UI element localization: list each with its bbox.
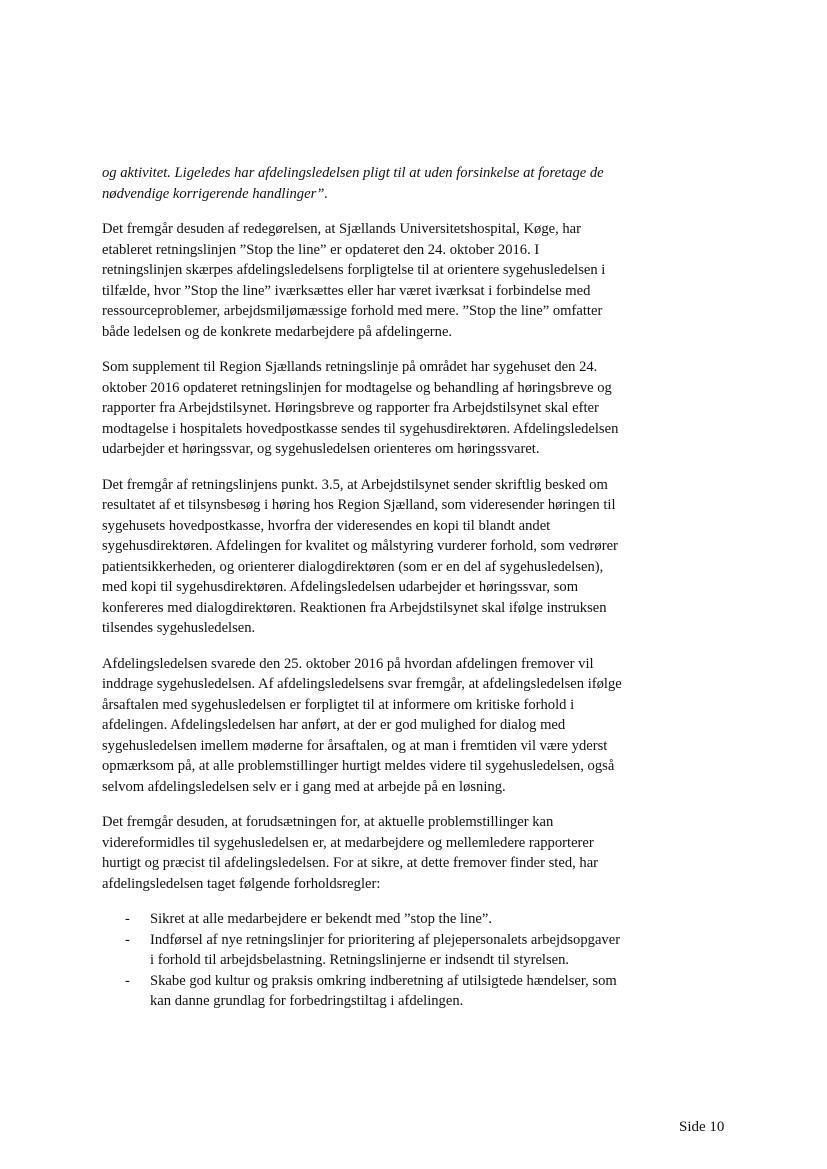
supplement-guideline-paragraph: Som supplement til Region Sjællands retningslinje på området har sygehuset den 24. oktober 2016 opdateret retningslinjen for modtagelse og behandling af høringsbreve og rapporter fra Arbejdstilsynet. Høringsbreve og rapporter fra Arbejdstilsynet skal efter modtagelse i hospitalets hovedpostkasse sendes til sygehusdirektøren. Afdelingsledelsen udarbejder et høringssvar, og sygehusledelsen orienteres om høringssvaret.: [102, 359, 619, 457]
list-item-text: Sikret at alle medarbejdere er bekendt med ”stop the line”.: [150, 911, 492, 927]
quote-continuation-paragraph: og aktivitet. Ligeledes har afdelingsledelsen pligt til at uden forsinkelse at foretage de nødvendige korrigerende handlinger”.: [102, 165, 604, 202]
precautions-list: [102, 909, 622, 1012]
document-body: [102, 163, 622, 1012]
bullet-dash: -: [125, 972, 130, 989]
stop-the-line-paragraph: Det fremgår desuden af redegørelsen, at Sjællands Universitetshospital, Køge, har etableret retningslinjen ”Stop the line” er opdateret den 24. oktober 2016. I retningslinjen skærpes afdelingsledelsens forpligtelse til at orientere sygehusledelsen i tilfælde, hvor ”Stop the line” iværksættes eller har været iværksat i forbindelse med ressourceproblemer, arbejdsmiljømæssige forhold med mere. ”Stop the line” omfatter både ledelsen og de konkrete medarbejdere på afdelingerne.: [102, 221, 606, 340]
page-number: Side 10: [679, 1119, 725, 1135]
bullet-dash: -: [125, 911, 130, 927]
guideline-point-paragraph: Det fremgår af retningslinjens punkt. 3.5, at Arbejdstilsynet sender skriftlig besked om resultatet af et tilsynsbesøg i høring hos Region Sjælland, som videresender høringen til sygehusets hovedpostkasse, hvorfra der videresendes en kopi til blandt andet sygehusdirektøren. Afdelingen for kvalitet og målstyring vurderer forhold, som vedrører patientsikkerheden, og orienterer dialogdirektøren (som er en del af sygehusledelsen), med kopi til sygehusdirektøren. Afdelingsledelsen udarbejder et høringssvar, som konfereres med dialogdirektøren. Reaktionen fra Arbejdstilsynet skal ifølge instruksen tilsendes sygehusledelsen.: [102, 476, 618, 636]
list-item-text: Indførsel af nye retningslinjer for prioritering af plejepersonalets arbejdsopgaver i forhold til arbejdsbelastning. Retningslinjerne er indsendt til styrelsen.: [150, 931, 621, 968]
list-item: [102, 909, 622, 930]
bullet-dash: -: [125, 931, 130, 948]
management-response-paragraph: Afdelingsledelsen svarede den 25. oktober 2016 på hvordan afdelingen fremover vil inddrage sygehusledelsen. Af afdelingsledelsens svar fremgår, at afdelingsledelsen ifølge årsaftalen med sygehusledelsen er forpligtet til at informere om kritiske forhold i afdelingen. Afdelingsledelsen har anført, at der er god mulighed for dialog med sygehusledelsen imellem møderne for årsaftalen, og at man i fremtiden vil være yderst opmærksom på, at alle problemstillinger hurtigt meldes videre til sygehusledelsen, også selvom afdelingsledelsen selv er i gang med at arbejde på en løsning.: [102, 655, 622, 795]
list-item: [102, 930, 622, 971]
list-item-text: Skabe god kultur og praksis omkring indberetning af utilsigtede hændelser, som kan danne grundlag for forbedringstiltag i afdelingen.: [150, 972, 617, 1009]
precautions-intro-paragraph: Det fremgår desuden, at forudsætningen for, at aktuelle problemstillinger kan videreformidles til sygehusledelsen er, at medarbejdere og mellemledere rapporterer hurtigt og præcist til afdelingsledelsen. For at sikre, at dette fremover finder sted, har afdelingsledelsen taget følgende forholdsregler:: [102, 814, 599, 892]
list-item: [102, 971, 622, 1012]
